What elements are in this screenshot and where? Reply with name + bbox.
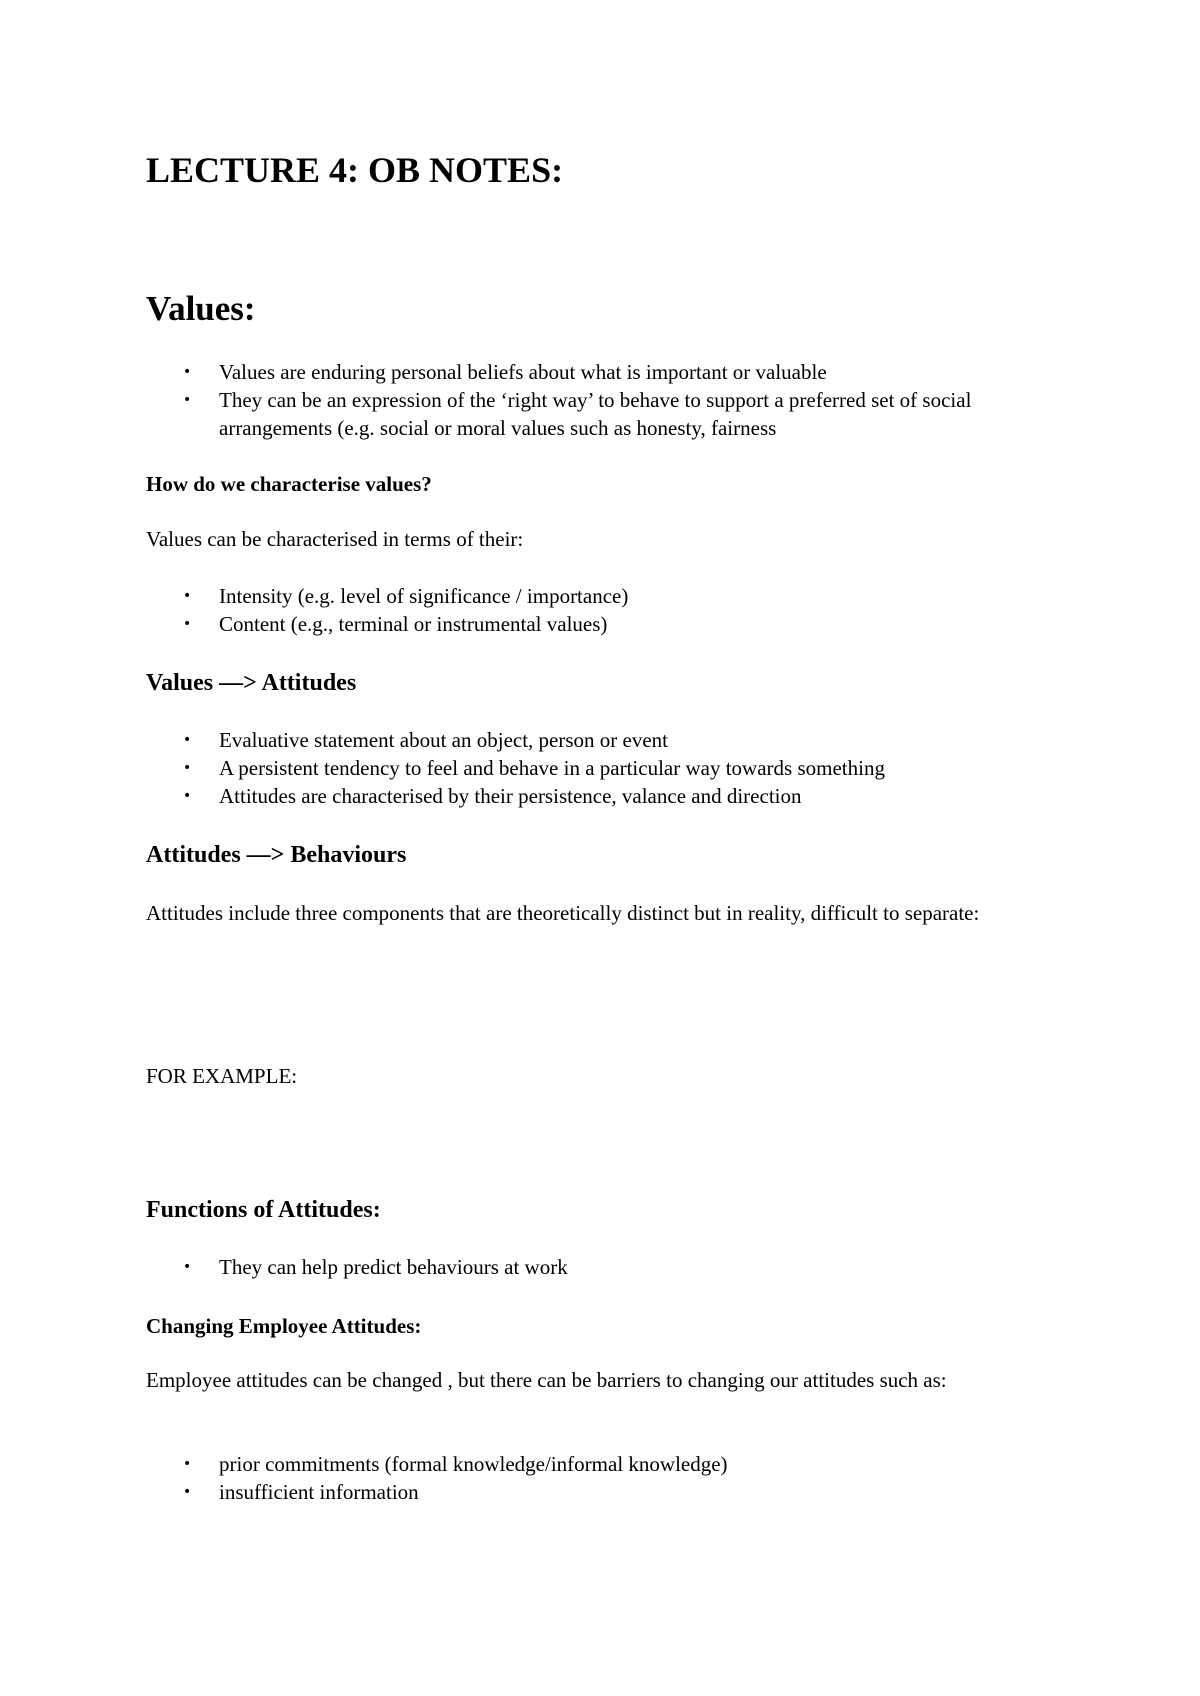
list-item (146, 754, 1066, 782)
bullet-icon: • (183, 732, 192, 748)
list-item (146, 358, 1066, 386)
list-item (146, 1253, 1066, 1281)
list-item-text: Attitudes are characterised by their persistence, valance and direction (219, 784, 802, 808)
values-heading: Values: (146, 289, 256, 328)
changing-list (146, 1450, 1066, 1506)
list-item (146, 1478, 1066, 1506)
list-item (146, 582, 1066, 610)
bullet-icon: • (183, 392, 192, 408)
characterise-list (146, 582, 1066, 638)
bullet-icon: • (183, 616, 192, 632)
list-item (146, 1450, 1066, 1478)
bullet-icon: • (183, 588, 192, 604)
bullet-icon: • (183, 1456, 192, 1472)
list-item-text: prior commitments (formal knowledge/informal knowledge) (219, 1452, 728, 1476)
values-attitudes-list (146, 726, 1066, 810)
changing-heading: Changing Employee Attitudes: (146, 1314, 422, 1338)
list-item (146, 782, 1066, 810)
values-attitudes-heading: Values —> Attitudes (146, 670, 357, 696)
list-item (146, 610, 1066, 638)
functions-list (146, 1253, 1066, 1281)
attitudes-behaviours-paragraph: Attitudes include three components that are theoretically distinct but in reality, difficult to separate: (146, 901, 980, 925)
list-item-text: Values are enduring personal beliefs about what is important or valuable (219, 360, 827, 384)
list-item-text: Evaluative statement about an object, person or event (219, 728, 669, 752)
bullet-icon: • (183, 1484, 192, 1500)
list-item-text: Content (e.g., terminal or instrumental values) (219, 612, 608, 636)
list-item-text: They can be an expression of the ‘right way’ to behave to support a preferred set of social arrangements (e.g. social or moral values such as honesty, fairness (219, 388, 972, 440)
functions-heading: Functions of Attitudes: (146, 1197, 381, 1223)
list-item-text: Intensity (e.g. level of significance / importance) (219, 584, 629, 608)
bullet-icon: • (183, 788, 192, 804)
characterise-heading: How do we characterise values? (146, 472, 432, 496)
attitudes-behaviours-heading: Attitudes —> Behaviours (146, 842, 407, 868)
list-item-text: insufficient information (219, 1480, 419, 1504)
values-list (146, 358, 1066, 442)
bullet-icon: • (183, 1259, 192, 1275)
bullet-icon: • (183, 364, 192, 380)
list-item (146, 386, 1066, 442)
list-item-text: A persistent tendency to feel and behave in a particular way towards something (219, 756, 885, 780)
characterise-intro: Values can be characterised in terms of their: (146, 527, 524, 551)
bullet-icon: • (183, 760, 192, 776)
list-item-text: They can help predict behaviours at work (219, 1255, 568, 1279)
for-example-label: FOR EXAMPLE: (146, 1064, 298, 1088)
list-item (146, 726, 1066, 754)
document-title: LECTURE 4: OB NOTES: (146, 150, 564, 190)
changing-paragraph: Employee attitudes can be changed , but there can be barriers to changing our attitudes such as: (146, 1368, 947, 1392)
